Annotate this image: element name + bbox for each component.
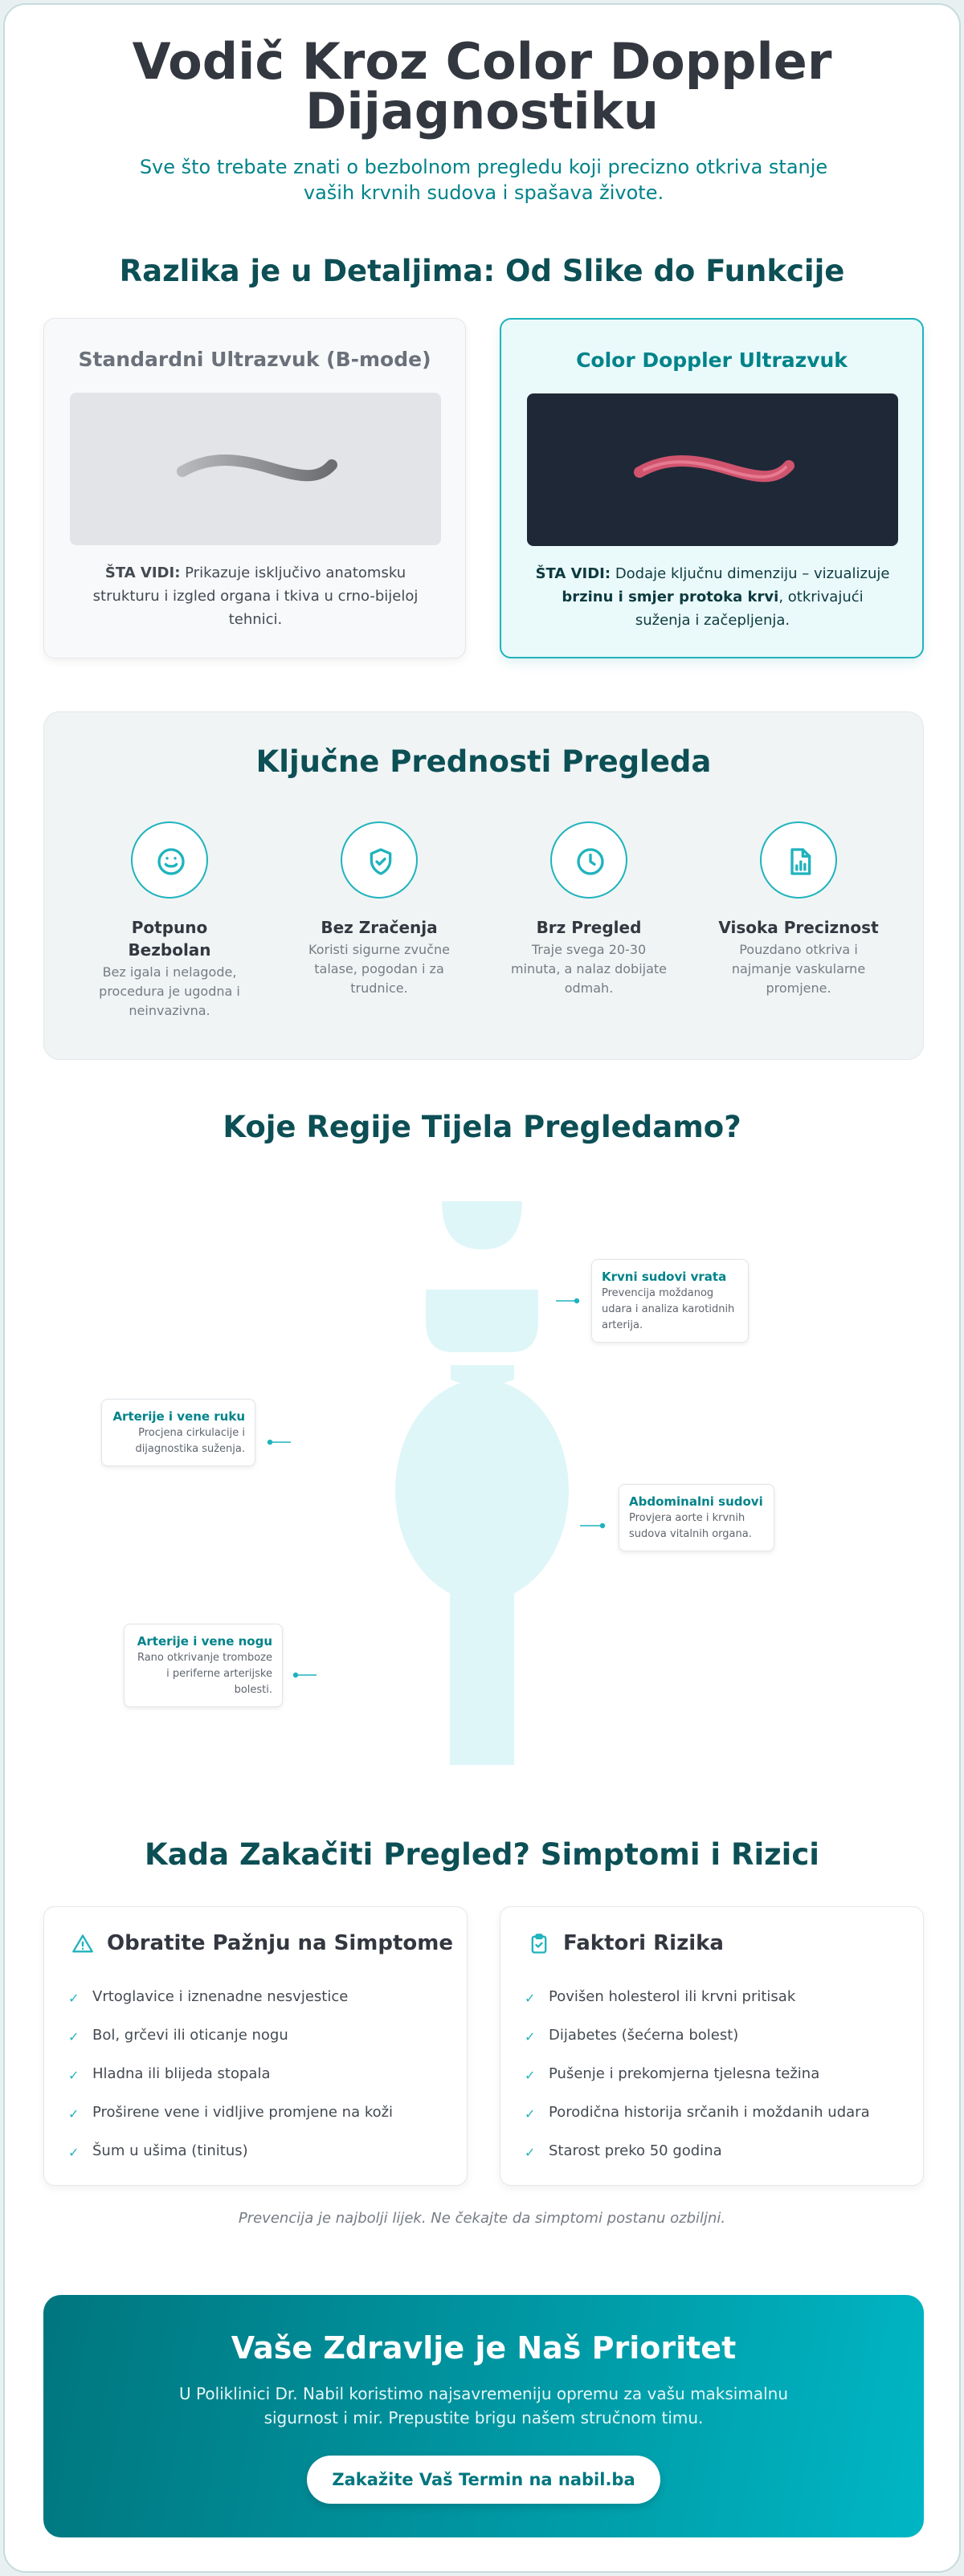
list-item: ✓ Hladna ili blijeda stopala xyxy=(68,2055,393,2093)
benefit-desc: Koristi sigurne zvučne talase, pogodan i za trudnice. xyxy=(308,942,450,996)
check-icon: ✓ xyxy=(68,2145,80,2160)
regions-title: Koje Regije Tijela Pregledamo? xyxy=(223,1110,741,1144)
list-item: ✓ Proširene vene i vidljive promjene na koži xyxy=(68,2093,393,2132)
chart-document-icon xyxy=(760,821,837,899)
color-doppler-title: Color Doppler Ultrazvuk xyxy=(576,348,848,372)
risk-factors-list xyxy=(525,1978,870,2170)
cta-text: U Poliklinici Dr. Nabil koristimo najsavremeniju opremu za vašu maksimalnu sigurnost i mir. Prepustite brigu našem stručnom timu. xyxy=(178,2384,789,2427)
region-desc: Prevencija moždanog udara i analiza karotidnih arterija. xyxy=(602,1287,735,1331)
color-doppler-card xyxy=(500,318,924,658)
list-item: ✓ Vrtoglavice i iznenadne nesvjestice xyxy=(68,1978,393,2016)
benefit-title: Brz Pregled xyxy=(536,918,642,937)
region-desc: Procjena cirkulacije i dijagnostika suženja. xyxy=(135,1427,245,1455)
list-item: ✓ Bol, grčevi ili oticanje nogu xyxy=(68,2016,393,2055)
page-subtitle: Sve što trebate znati o bezbolnom pregledu koji precizno otkriva stanje vaših krvnih sudova i spašava živote. xyxy=(139,156,828,204)
symptoms-card xyxy=(43,1906,468,2186)
symptoms-title: Obratite Pažnju na Simptome xyxy=(107,1931,454,1955)
standard-ultrasound-card xyxy=(43,318,466,658)
check-icon: ✓ xyxy=(525,2145,536,2160)
benefit-desc: Bez igala i nelagode, procedura je ugodna i neinvazivna. xyxy=(99,964,240,1018)
region-desc: Rano otkrivanje tromboze i periferne arterijske bolesti. xyxy=(137,1652,272,1696)
cta-title: Vaše Zdravlje je Naš Prioritet xyxy=(231,2330,737,2366)
prevention-note: Prevencija je najbolji lijek. Ne čekajte da simptomi postanu ozbiljni. xyxy=(238,2210,726,2227)
region-title: Arterije i vene nogu xyxy=(137,1634,272,1649)
bmode-screen xyxy=(70,393,441,545)
region-title: Krvni sudovi vrata xyxy=(602,1270,727,1284)
book-appointment-button[interactable]: Zakažite Vaš Termin na nabil.ba xyxy=(307,2456,660,2504)
check-icon: ✓ xyxy=(68,2106,80,2122)
list-item: ✓ Dijabetes (šećerna bolest) xyxy=(525,2016,870,2055)
region-callout-legs xyxy=(124,1624,283,1707)
risk-factors-title: Faktori Rizika xyxy=(563,1931,724,1955)
check-icon: ✓ xyxy=(525,1991,536,2006)
shield-check-icon xyxy=(341,821,418,899)
doppler-screen xyxy=(527,393,898,546)
clipboard-check-icon xyxy=(528,1933,550,1955)
benefit-item xyxy=(89,821,250,1021)
check-icon: ✓ xyxy=(525,2068,536,2083)
cta-banner xyxy=(43,2295,924,2537)
symptoms-list xyxy=(68,1978,393,2170)
risk-factors-card xyxy=(500,1906,924,2186)
page-title-line-2: Dijagnostiku xyxy=(304,82,660,141)
infographic-page xyxy=(3,3,961,2573)
check-icon: ✓ xyxy=(68,2068,80,2083)
standard-ultrasound-desc: ŠTA VIDI: Prikazuje isključivo anatomsku strukturu i izgled organa i tkiva u crno-bijeloj tehnici. xyxy=(92,565,419,628)
smile-icon xyxy=(131,821,208,899)
region-desc: Provjera aorte i krvnih sudova vitalnih organa. xyxy=(629,1512,752,1540)
standard-ultrasound-title: Standardni Ultrazvuk (B-mode) xyxy=(78,348,431,371)
page-title-line-1: Vodič Kroz Color Doppler xyxy=(132,32,832,91)
check-icon: ✓ xyxy=(525,2029,536,2044)
list-item: ✓ Starost preko 50 godina xyxy=(525,2132,870,2170)
region-callout-abdomen xyxy=(619,1484,774,1551)
list-item: ✓ Porodična historija srčanih i moždanih udara xyxy=(525,2093,870,2132)
benefits-title: Ključne Prednosti Pregleda xyxy=(255,744,712,779)
benefit-item xyxy=(299,821,460,998)
grayscale-vessel-icon xyxy=(70,393,441,545)
benefit-title: Potpuno Bezbolan xyxy=(128,918,211,960)
comparison-title: Razlika je u Detaljima: Od Slike do Funkcije xyxy=(119,254,845,288)
list-item: ✓ Pušenje i prekomjerna tjelesna težina xyxy=(525,2055,870,2093)
clock-icon xyxy=(550,821,627,899)
check-icon: ✓ xyxy=(68,1991,80,2006)
benefits-section xyxy=(43,711,924,1060)
check-icon: ✓ xyxy=(68,2029,80,2044)
benefit-desc: Traje svega 20-30 minuta, a nalaz dobijate odmah. xyxy=(510,942,668,996)
benefit-item xyxy=(718,821,879,998)
warning-icon xyxy=(71,1933,94,1955)
region-title: Arterije i vene ruku xyxy=(112,1409,245,1424)
check-icon: ✓ xyxy=(525,2106,536,2122)
list-item: ✓ Povišen holesterol ili krvni pritisak xyxy=(525,1978,870,2016)
region-callout-neck xyxy=(591,1259,749,1343)
doppler-vessel-icon xyxy=(527,393,898,546)
color-doppler-desc: ŠTA VIDI: Dodaje ključnu dimenziju – vizualizuje brzinu i smjer protoka krvi, otkrivajući suženja i začepljenja. xyxy=(535,565,890,629)
benefit-item xyxy=(509,821,669,998)
region-title: Abdominalni sudovi xyxy=(629,1494,763,1509)
list-item: ✓ Šum u ušima (tinitus) xyxy=(68,2132,393,2170)
risks-title: Kada Zakačiti Pregled? Simptomi i Rizici xyxy=(145,1837,819,1872)
region-callout-arms xyxy=(101,1399,255,1466)
benefit-title: Bez Zračenja xyxy=(321,918,438,937)
page-title xyxy=(5,32,959,141)
benefit-title: Visoka Preciznost xyxy=(718,918,879,937)
benefit-desc: Pouzdano otkriva i najmanje vaskularne promjene. xyxy=(731,942,866,996)
